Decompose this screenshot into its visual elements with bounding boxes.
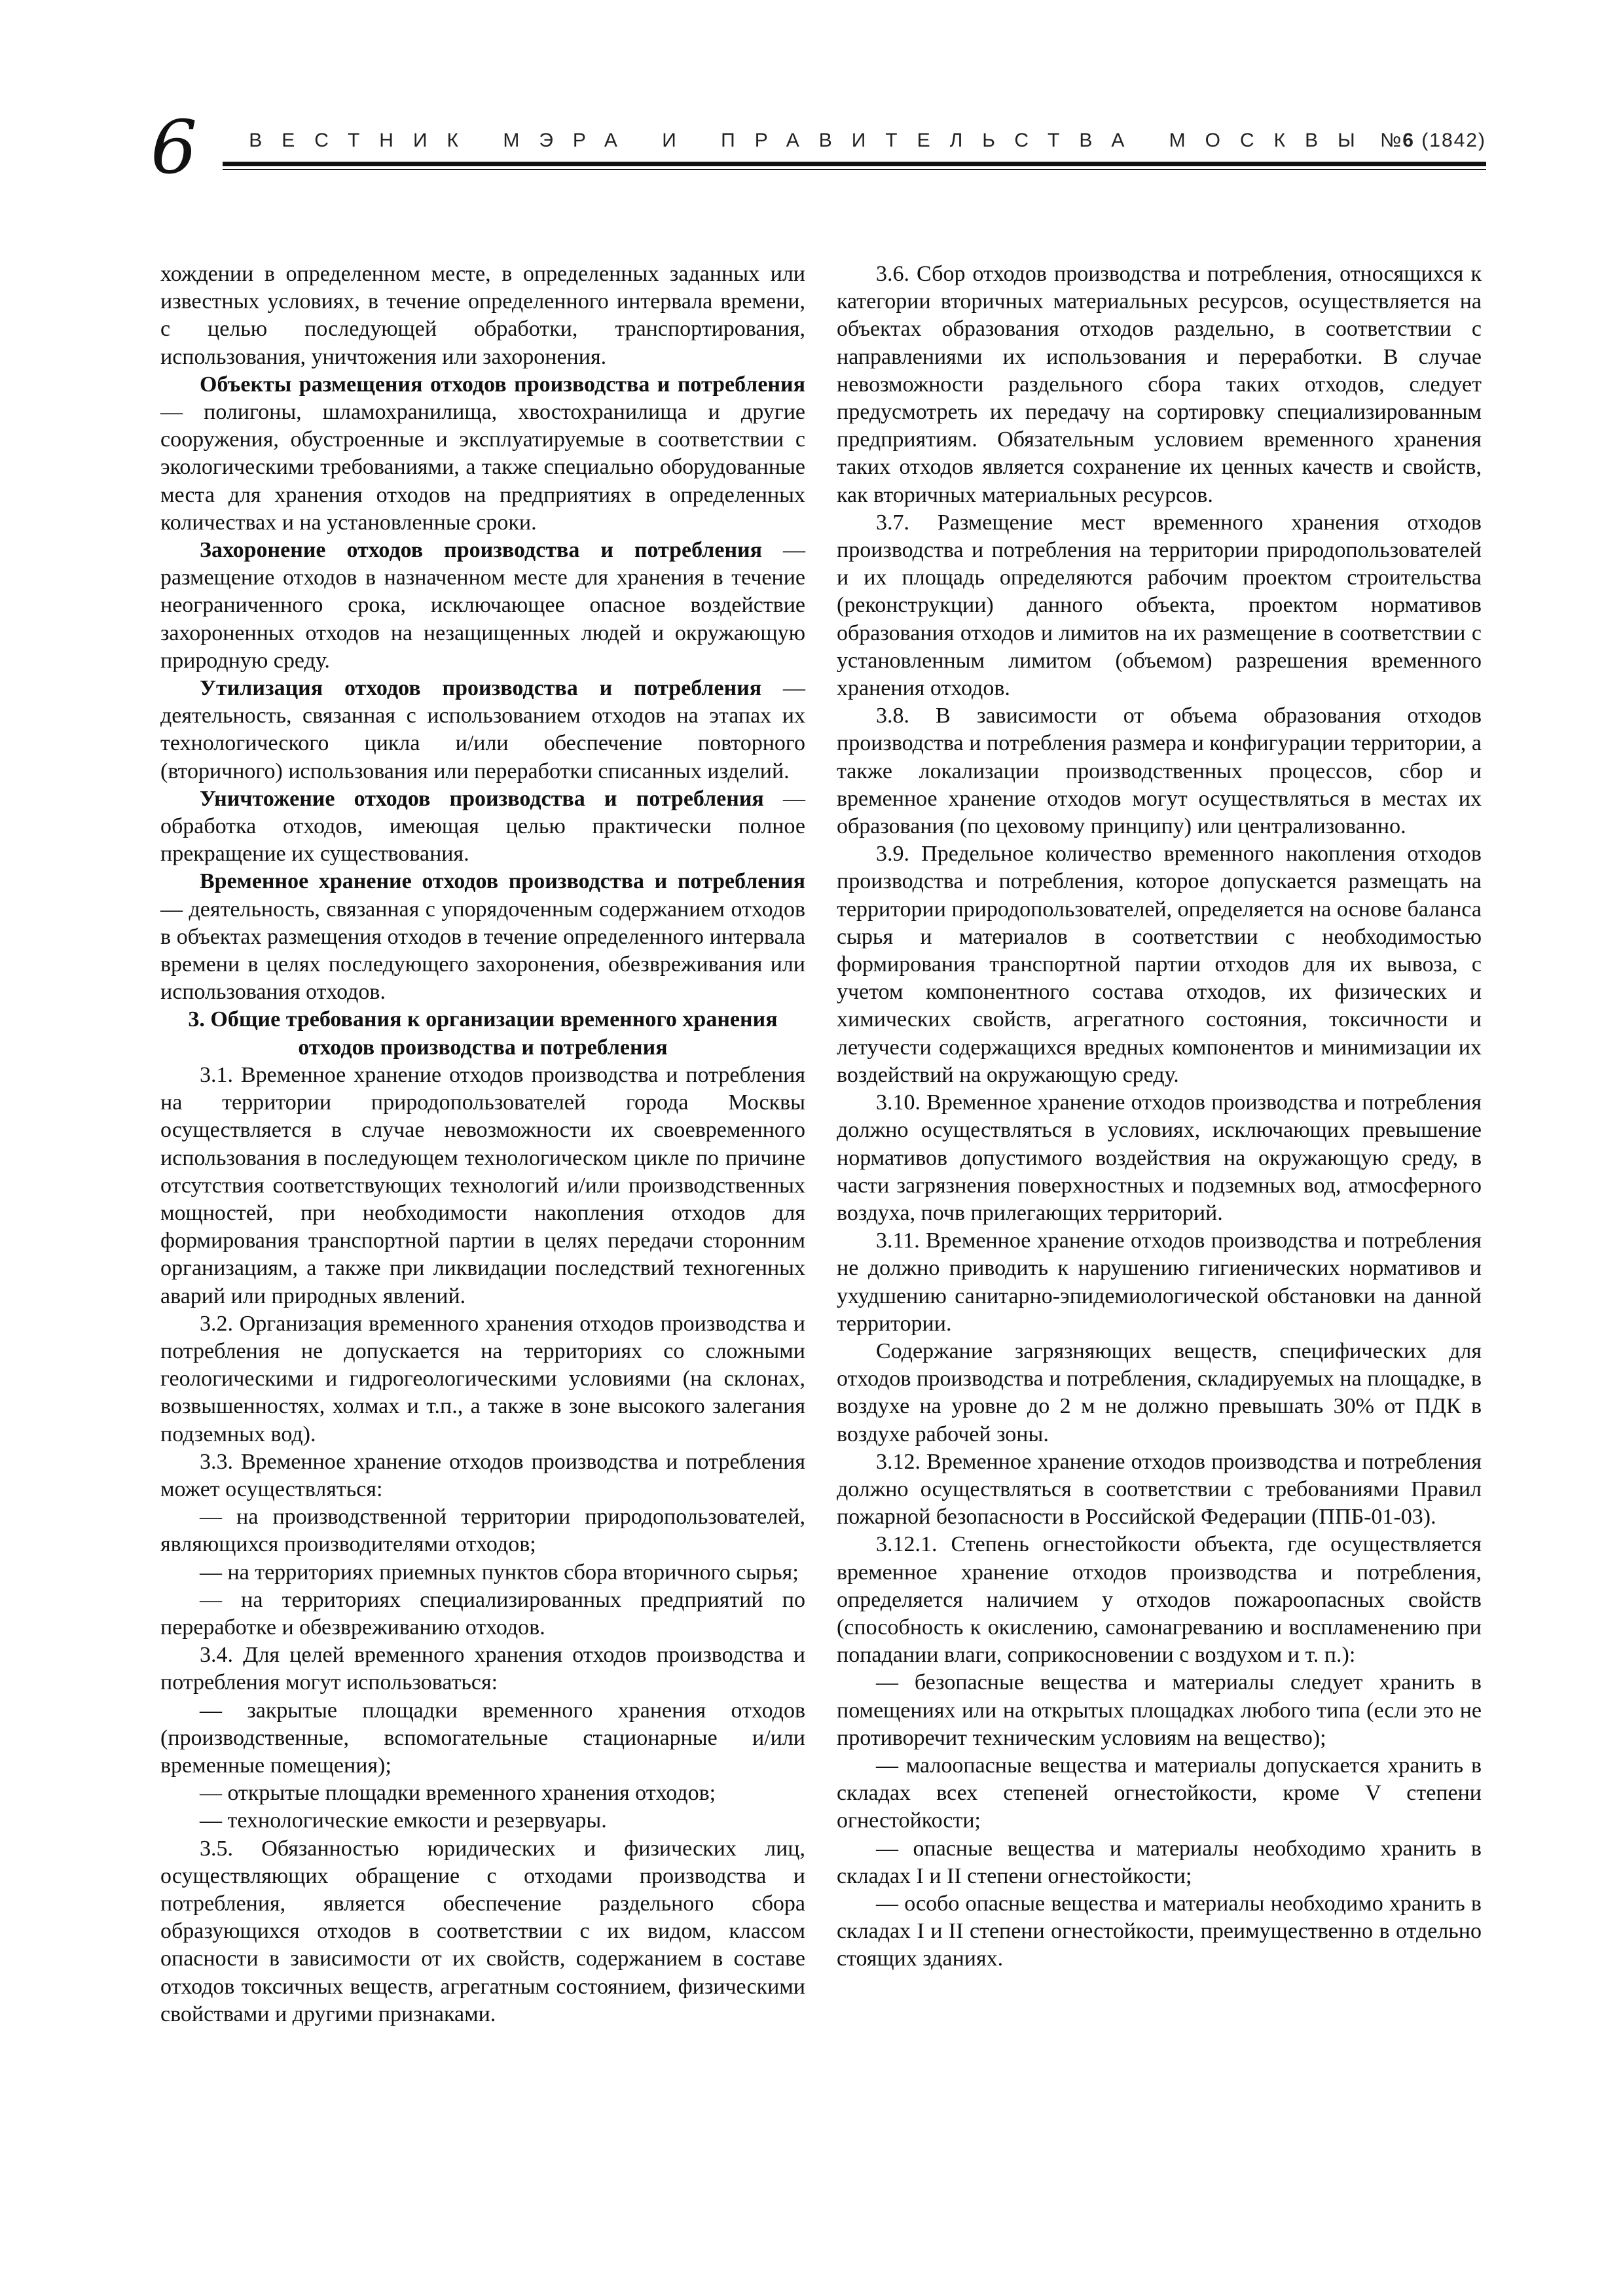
issue-total: (1842) <box>1421 130 1486 151</box>
paragraph: 3.5. Обязанностью юридических и физических лиц, осуществляющих обращение с отходами производства и потребления, является обеспечение раздельного сбора образующихся отходов в соответствии с их видом, классом опасности в зависимости от их свойств, содержанием в составе отходов токсичных веществ, агрегатным состоянием, физическими свойствами и другими признаками. <box>160 1836 805 2026</box>
paragraph: 3.12.1. Степень огнестойкости объекта, где осуществляется временное хранение отходов производства и потребления, определяется наличием у отходов пожароопасных свойств (способность к окислению, самонагреванию и воспламенению при попадании влаги, соприкосновении с воздухом и т. п.): <box>837 1532 1482 1668</box>
paragraph: 3.12. Временное хранение отходов производства и потребления должно осуществляться в соответствии с требованиями Правил пожарной безопасности в Российской Федерации (ППБ-01-03). <box>837 1449 1482 1530</box>
left-column <box>160 260 805 2028</box>
definition-paragraph <box>160 675 805 785</box>
list-item: — технологические емкости и резервуары. <box>200 1808 607 1833</box>
header-rule-thick <box>223 162 1486 166</box>
running-head <box>0 131 1486 151</box>
paragraph: Содержание загрязняющих веществ, специфических для отходов производства и потребления, складируемых на площадке, в воздухе на уровне до 2 м не должно превышать 30% от ПДК в воздухе рабочей зоны. <box>837 1338 1482 1446</box>
list-item: — на территориях специализированных предприятий по переработке и обезвреживанию отходов. <box>160 1587 805 1640</box>
list-item: — опасные вещества и материалы необходимо хранить в складах I и II степени огнестойкости; <box>837 1836 1482 1888</box>
list-item: — малоопасные вещества и материалы допускается хранить в складах всех степеней огнестойкости, кроме V степени огнестойкости; <box>837 1753 1482 1833</box>
header-rule-thin <box>223 169 1486 170</box>
paragraph: 3.6. Сбор отходов производства и потребления, относящихся к категории вторичных материальных ресурсов, осуществляется на объектах образования отходов раздельно, в соответствии с направлениями их использования и переработки. В случае невозможности раздельного сбора таких отходов, следует предусмотреть их передачу на сортировку специализированным предприятиям. Обязательным условием временного хранения таких отходов является сохранение их ценных качеств и свойств, как вторичных материальных ресурсов. <box>837 262 1482 507</box>
definition-text: — размещение отходов в назначенном месте для хранения в течение неограниченного срока, исключающее опасное воздействие захороненных отходов на незащищенных людей и окружающую природную среду. <box>160 538 806 673</box>
definition-paragraph <box>160 785 805 869</box>
paragraph: 3.8. В зависимости от объема образования отходов производства и потребления размера и конфигурации территории, а также локализации производственных процессов, сбор и временное хранение отходов могут осуществляться в местах их образования (по цеховому принципу) или централизованно. <box>837 704 1482 839</box>
paragraph: 3.10. Временное хранение отходов производства и потребления должно осуществляться в условиях, исключающих превышение нормативов допустимого воздействия на окружающую среду, в части загрязнения поверхностных и подземных вод, атмосферного воздуха, почв прилегающих территорий. <box>837 1090 1482 1225</box>
right-column <box>837 260 1482 1973</box>
list-item: — на производственной территории природопользователей, являющихся производителями отходов; <box>160 1505 805 1557</box>
page-number: 6 <box>151 105 198 190</box>
definition-paragraph <box>160 868 805 1006</box>
issue-label <box>1380 130 1486 151</box>
list-item: — закрытые площадки временного хранения отходов (производственные, вспомогательные стационарные и/или временные помещения); <box>160 1698 805 1778</box>
issue-prefix: № <box>1380 130 1403 151</box>
paragraph: 3.7. Размещение мест временного хранения отходов производства и потребления на территории природопользователей и их площадь определяются рабочим проектом строительства (реконструкции) данного объекта, проектом нормативов образования отходов и лимитов на их размещение в соответствии с установленным лимитом (объемом) разрешения временного хранения отходов. <box>837 510 1482 701</box>
list-item: — безопасные вещества и материалы следует хранить в помещениях или на открытых площадках любого типа (если это не противоречит техническим условиям на вещество); <box>837 1670 1482 1750</box>
paragraph: 3.3. Временное хранение отходов производства и потребления может осуществляться: <box>160 1449 805 1501</box>
definition-text: — обработка отходов, имеющая целью практически полное прекращение их существования. <box>160 786 805 867</box>
paragraph: 3.1. Временное хранение отходов производства и потребления на территории природопользователей города Москвы осуществляется в случае невозможности их своевременного использования в последующем технологическом цикле по причине отсутствия соответствующих технологий и/или производственных мощностей, при необходимости накопления отходов для формирования транспортной партии в целях передачи сторонним организациям, а также при ликвидации последствий техногенных аварий или природных явлений. <box>160 1062 805 1308</box>
paragraph: 3.4. Для целей временного хранения отходов производства и потребления могут использоваться: <box>160 1643 805 1695</box>
definition-term: Временное хранение отходов производства и потребления <box>200 869 805 894</box>
definition-term: Уничтожение отходов производства и потребления <box>200 786 764 811</box>
list-item: — особо опасные вещества и материалы необходимо хранить в складах I и II степени огнестойкости, преимущественно в отдельно стоящих зданиях. <box>837 1891 1482 1971</box>
paragraph: 3.9. Предельное количество временного накопления отходов производства и потребления, которое допускается размещать на территории природопользователей, определяется на основе баланса сырья и материалов в соответствии с необходимостью формирования транспортной партии отходов для их вывоза, с учетом компонентного состава отходов, их физических и химических свойств, агрегатного состояния, токсичности и летучести содержащихся вредных компонентов и минимизации их воздействий на окружающую среду. <box>837 842 1482 1087</box>
list-item: — на территориях приемных пунктов сбора вторичного сырья; <box>200 1560 799 1585</box>
definition-paragraph <box>160 371 805 537</box>
section-heading: 3. Общие требования к организации временного хранения отходов производства и потребления <box>188 1007 778 1060</box>
paragraph: хождении в определенном месте, в определенных заданных или известных условиях, в течение определенного интервала времени, с целью последующей обработки, транспортирования, использования, уничтожения или захоронения. <box>160 262 805 369</box>
list-item: — открытые площадки временного хранения отходов; <box>200 1781 716 1806</box>
definition-paragraph <box>160 537 805 675</box>
definition-term: Захоронение отходов производства и потребления <box>200 538 763 563</box>
paragraph: 3.2. Организация временного хранения отходов производства и потребления не допускается на территориях со сложными геологическими и гидрогеологическими условиями (на склонах, возвышенностях, холмах и т.п., а также в зоне высокого залегания подземных вод). <box>160 1311 805 1446</box>
definition-term: Утилизация отходов производства и потребления <box>200 676 762 701</box>
definition-term: Объекты размещения отходов производства и потребления <box>200 372 805 397</box>
definition-text: — деятельность, связанная с использованием отходов на этапах их технологического цикла и/или обеспечение повторного (вторичного) использования или переработки списанных изделий. <box>160 676 806 783</box>
definition-text: — полигоны, шламохранилища, хвостохранилища и другие сооружения, обустроенные и эксплуатируемые в соответствии с экологическими требованиями, а также специально оборудованные места для хранения отходов на предприятиях в определенных количествах и на установленные сроки. <box>160 400 805 535</box>
issue-number: 6 <box>1402 130 1415 151</box>
definition-text: — деятельность, связанная с упорядоченным содержанием отходов в объектах размещения отходов в течение определенного интервала времени в целях последующего захоронения, обезвреживания или использования отходов. <box>160 897 805 1005</box>
paragraph: 3.11. Временное хранение отходов производства и потребления не должно приводить к нарушению гигиенических нормативов и ухудшению санитарно-эпидемиологической обстановки на данной территории. <box>837 1229 1482 1336</box>
publication-title: ВЕСТНИК МЭРА И ПРАВИТЕЛЬСТВА МОСКВЫ <box>249 130 1375 151</box>
